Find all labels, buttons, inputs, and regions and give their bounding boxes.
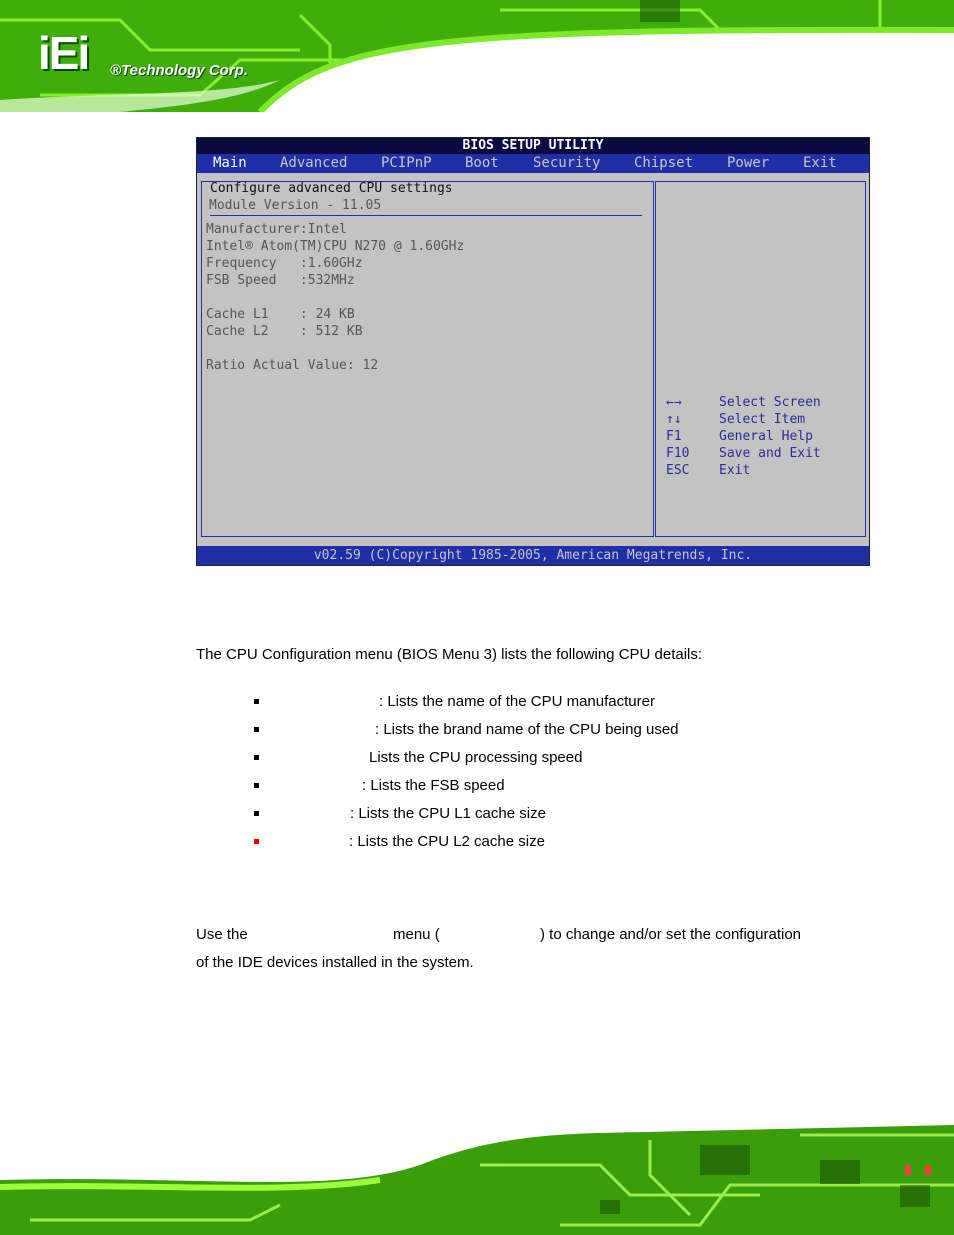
para-config: ) to change and/or set the configuration xyxy=(540,926,802,943)
bios-title: BIOS SETUP UTILITY xyxy=(197,138,869,154)
help-key-arrows-ud: ↑↓ xyxy=(666,412,682,427)
bios-menu-exit[interactable]: Exit xyxy=(803,155,837,171)
footer-banner xyxy=(0,1125,954,1235)
help-key-f1: F1 xyxy=(666,429,682,444)
para-use-the: Use the xyxy=(196,926,248,943)
logo-mark: iEi xyxy=(38,27,89,79)
bullet-frequency: Lists the CPU processing speed xyxy=(369,749,583,766)
bios-help-panel xyxy=(655,181,866,537)
bios-menu-bar xyxy=(197,154,869,173)
bios-menu-boot[interactable]: Boot xyxy=(465,155,499,171)
bios-cache-l2: Cache L2 : 512 KB xyxy=(206,324,363,339)
help-key-f10: F10 xyxy=(666,446,690,461)
bios-menu-security[interactable]: Security xyxy=(533,155,601,171)
bios-menu-pcipnp[interactable]: PCIPnP xyxy=(381,155,432,171)
circuit-board-graphic xyxy=(0,1125,954,1235)
bios-cpu-brand: Intel® Atom(TM)CPU N270 @ 1.60GHz xyxy=(206,239,465,254)
bios-left-panel xyxy=(201,181,654,537)
help-desc: Exit xyxy=(719,463,751,478)
bullet-marker xyxy=(254,755,259,760)
bios-menu-advanced[interactable]: Advanced xyxy=(280,155,348,171)
bios-ratio: Ratio Actual Value: 12 xyxy=(206,358,379,373)
header-banner xyxy=(0,0,954,112)
bullet-fsb: : Lists the FSB speed xyxy=(362,777,505,794)
bios-manufacturer: Manufacturer:Intel xyxy=(206,222,347,237)
bullet-cache-l1: : Lists the CPU L1 cache size xyxy=(350,805,546,822)
bios-menu-main[interactable]: Main xyxy=(213,155,247,171)
bios-body xyxy=(197,173,869,546)
bios-screenshot xyxy=(196,137,870,566)
bios-cache-l1: Cache L1 : 24 KB xyxy=(206,307,355,322)
bullet-marker xyxy=(254,699,259,704)
bios-menu-power[interactable]: Power xyxy=(727,155,770,171)
bios-frequency: Frequency :1.60GHz xyxy=(206,256,363,271)
para-menu: menu ( xyxy=(393,926,440,943)
bios-copyright: v02.59 (C)Copyright 1985-2005, American Megatrends, Inc. xyxy=(197,546,869,565)
bios-menu-chipset[interactable]: Chipset xyxy=(634,155,694,171)
help-key-esc: ESC xyxy=(666,463,690,478)
bullet-marker xyxy=(254,783,259,788)
help-key-arrows-lr: ←→ xyxy=(666,395,682,410)
help-desc: Select Screen xyxy=(719,395,821,410)
help-desc: Save and Exit xyxy=(719,446,821,461)
logo xyxy=(38,27,89,79)
circuit-board-graphic xyxy=(0,0,954,112)
bios-divider xyxy=(210,215,642,216)
logo-text: ®Technology Corp. xyxy=(110,62,248,79)
help-desc: General Help xyxy=(719,429,813,444)
bullet-marker-red xyxy=(254,839,259,844)
intro-paragraph: The CPU Configuration menu (BIOS Menu 3) lists the following CPU details: xyxy=(196,646,703,663)
para-line2: of the IDE devices installed in the system. xyxy=(196,954,474,971)
bullet-cache-l2: : Lists the CPU L2 cache size xyxy=(349,833,545,850)
bullet-brand: : Lists the brand name of the CPU being used xyxy=(375,721,679,738)
bios-fsb-speed: FSB Speed :532MHz xyxy=(206,273,355,288)
bios-module-version: Module Version - 11.05 xyxy=(209,198,382,213)
help-desc: Select Item xyxy=(719,412,806,427)
bullet-manufacturer: : Lists the name of the CPU manufacturer xyxy=(379,693,655,710)
bullet-marker xyxy=(254,811,259,816)
bios-section-title: Configure advanced CPU settings xyxy=(210,181,453,196)
bullet-marker xyxy=(254,727,259,732)
